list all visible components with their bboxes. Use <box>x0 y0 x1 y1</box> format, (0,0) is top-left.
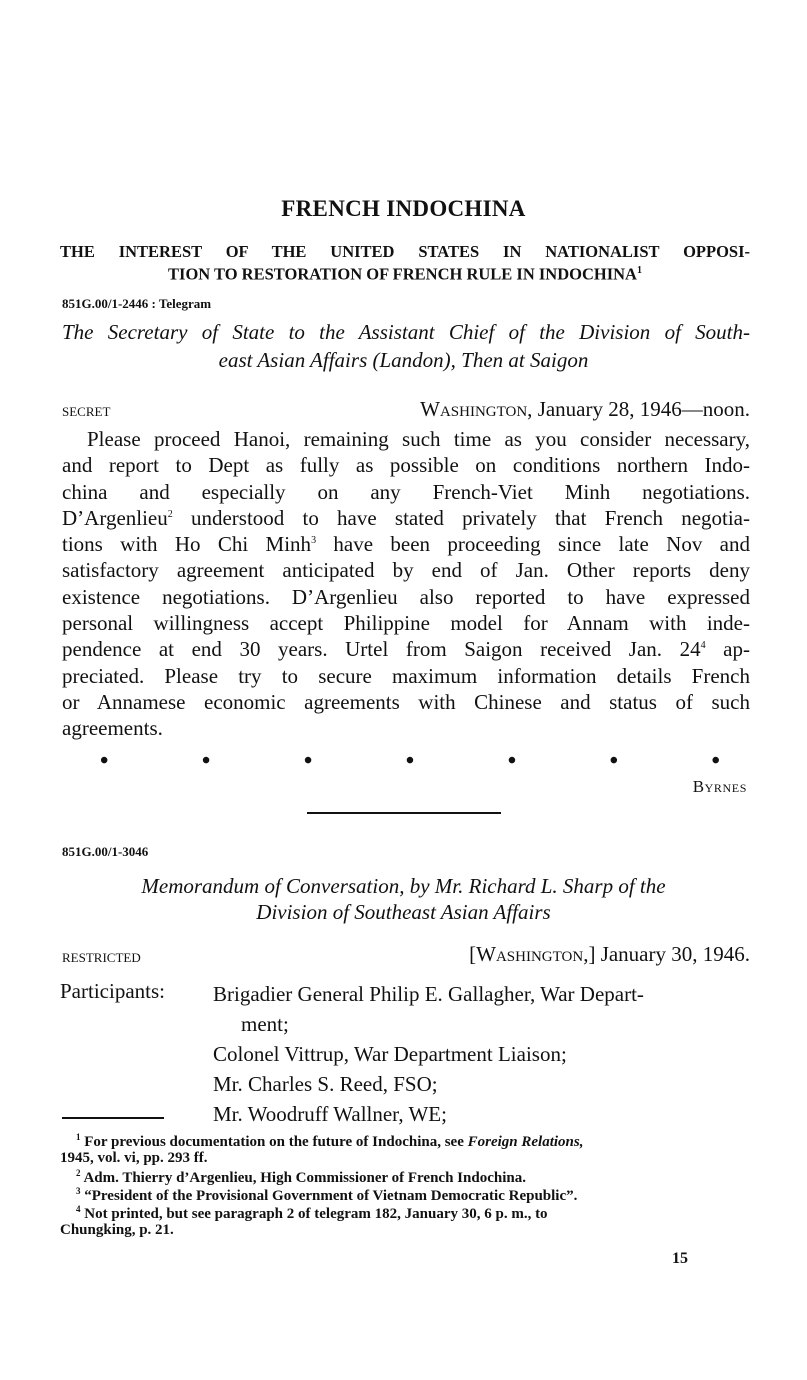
body-line: or Annamese economic agreements with Chinese and status of such <box>62 689 750 714</box>
body-line: personal willingness accept Philippine model for Annam with inde- <box>62 611 750 636</box>
footnote-text: 1945, vol. vi, pp. 293 ff. <box>60 1149 208 1166</box>
dateline <box>420 397 750 422</box>
classification-label: RESTRICTED <box>62 950 141 965</box>
omission-dot: • <box>711 748 720 774</box>
footnote-text: Not printed, but see paragraph 2 of telegram 182, January 30, 6 p. m., to <box>84 1206 548 1222</box>
footnote-ref: 3 <box>311 535 317 547</box>
footnote-ref: 4 <box>700 640 706 652</box>
footnote-divider <box>62 1117 164 1119</box>
body-text: D’Argenlieu <box>62 505 168 530</box>
body-line: satisfactory agreement anticipated by end of Jan. Other reports deny <box>62 558 750 583</box>
footnote-ref: 2 <box>167 508 173 520</box>
body-line: agreements. <box>62 716 163 741</box>
document-heading-line-2: Division of Southeast Asian Affairs <box>256 900 551 924</box>
document-heading-line-1: The Secretary of State to the Assistant Chief of the Division of South- <box>62 320 750 344</box>
footnote <box>60 1202 750 1238</box>
chapter-heading-line-2 <box>60 261 750 284</box>
classification-label: SECRET <box>62 404 111 419</box>
body-text: understood to have stated privately that French negotia- <box>190 505 750 530</box>
section-divider <box>307 812 501 814</box>
section-title: FRENCH INDOCHINA <box>281 196 526 221</box>
footnote-ref: 1 <box>636 265 642 276</box>
footnote-text: Chungking, p. 21. <box>60 1221 174 1238</box>
body-text: have been proceeding since late Nov and <box>333 532 750 557</box>
dateline-place: Washington, <box>420 397 533 421</box>
omission-dot: • <box>303 748 313 774</box>
body-text: ap- <box>723 637 750 662</box>
body-line: china and especially on any French-Viet Minh negotiations. <box>62 479 750 504</box>
footnote-number: 1 <box>76 1132 81 1142</box>
body-text: pendence at end 30 years. Urtel from Saigon received Jan. 24 <box>62 637 701 662</box>
body-line <box>62 531 750 557</box>
omission-dot: • <box>405 748 415 774</box>
footnote-number: 2 <box>76 1168 81 1178</box>
body-line: and report to Dept as fully as possible on conditions northern Indo- <box>62 453 750 478</box>
footnote <box>60 1130 750 1166</box>
footnote-number: 3 <box>76 1186 81 1196</box>
page-number: 15 <box>672 1250 688 1267</box>
body-line: preciated. Please try to secure maximum information details French <box>62 663 750 688</box>
omission-dot: • <box>100 748 109 774</box>
body-line: existence negotiations. D’Argenlieu also reported to have expressed <box>62 584 750 609</box>
dateline-date: January 28, 1946—noon. <box>537 397 750 421</box>
chapter-heading-line-1: THE INTEREST OF THE UNITED STATES IN NATIONALIST OPPOSI- <box>60 242 750 261</box>
footnote-text: “President of the Provisional Government of Vietnam Democratic Republic”. <box>84 1188 578 1204</box>
participant-line: Colonel Vittrup, War Department Liaison; <box>213 1042 567 1066</box>
omission-dot: • <box>609 748 619 774</box>
signature: Byrnes <box>692 777 747 796</box>
telegram-body <box>62 426 750 742</box>
body-line <box>62 505 750 531</box>
document-heading-line-1: Memorandum of Conversation, by Mr. Richard L. Sharp of the <box>141 874 666 898</box>
dateline-place: [Washington,] <box>469 942 596 966</box>
participant-line: Brigadier General Philip E. Gallagher, War Depart- <box>213 982 644 1006</box>
body-line: Please proceed Hanoi, remaining such time as you consider necessary, <box>87 427 750 451</box>
chapter-heading <box>60 242 750 284</box>
participant-line: Mr. Woodruff Wallner, WE; <box>213 1102 447 1126</box>
dateline <box>469 942 750 967</box>
participants-list <box>213 979 644 1129</box>
footnote-text: For previous documentation on the future of Indochina, see <box>84 1134 464 1150</box>
omission-dot: • <box>507 748 517 774</box>
participant-line: Mr. Charles S. Reed, FSO; <box>213 1072 438 1096</box>
body-text: tions with Ho Chi Minh <box>62 532 312 557</box>
footnote-italic: Foreign Relations, <box>467 1134 584 1150</box>
footnote-text: Adm. Thierry d’Argenlieu, High Commissioner of French Indochina. <box>83 1170 526 1186</box>
chapter-heading-text: TION TO RESTORATION OF FRENCH RULE IN INDOCHINA <box>168 264 637 284</box>
omission-dot: • <box>201 748 211 774</box>
body-line <box>62 636 750 662</box>
document-heading-line-2: east Asian Affairs (Landon), Then at Saigon <box>218 348 589 372</box>
participants-label: Participants: <box>60 979 165 1003</box>
document-number: 851G.00/1-2446 : Telegram <box>62 296 212 311</box>
document-number: 851G.00/1-3046 <box>62 844 149 859</box>
participant-line: ment; <box>241 1012 289 1036</box>
footnote-number: 4 <box>76 1204 81 1214</box>
dateline-date: January 30, 1946. <box>600 942 750 966</box>
omission-dots <box>100 748 720 775</box>
